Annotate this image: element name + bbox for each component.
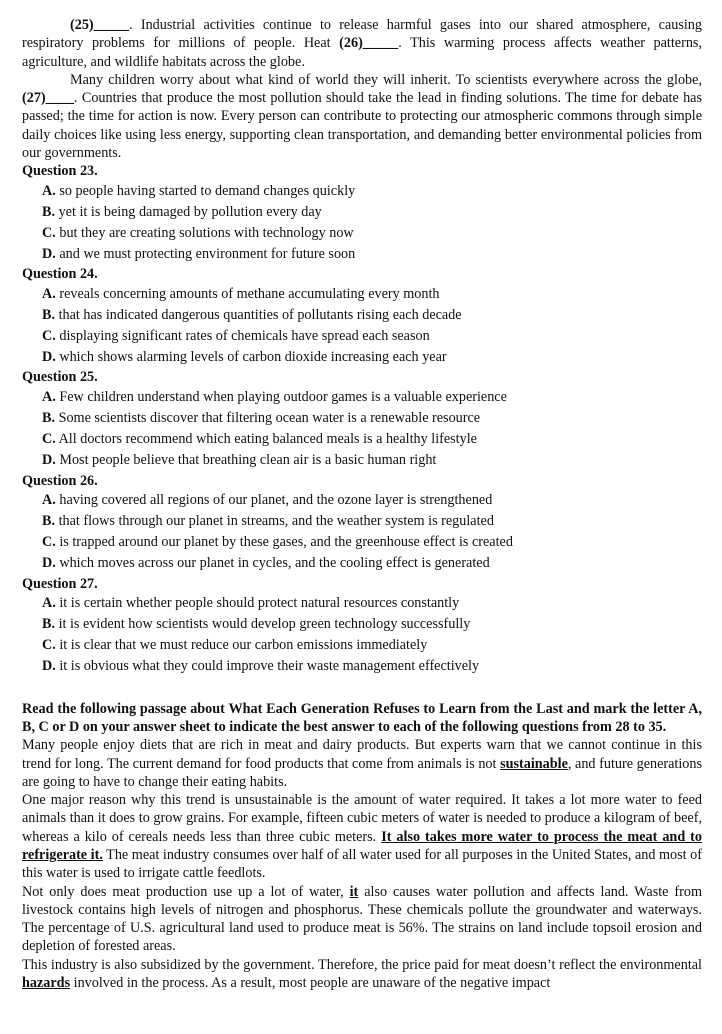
option-text: yet it is being damaged by pollution every day: [58, 203, 322, 220]
option-text: and we must protecting environment for future soon: [59, 246, 356, 263]
passage2-paragraph-2: [22, 791, 702, 882]
answer-option: [22, 284, 702, 305]
option-letter: C.: [42, 534, 56, 551]
question-list: [22, 162, 702, 677]
passage2-p3-text-2: also causes water pollution and affects land. Waste from livestock contains high levels of nitrogen and phosphorus. These chemicals pollute the groundwater and waterways. The percentage of U.S. agricultural land used to produce meat is 56%. The strains on land include topsoil erosion and depletion of forested areas.: [22, 883, 702, 955]
answer-option: [22, 181, 702, 202]
option-text: it is clear that we must reduce our carbon emissions immediately: [59, 637, 428, 654]
passage1-p2-text-2: . Countries that produce the most pollution should take the lead in finding solutions. The time for debate has passed; the time for action is now. Every person can contribute to protecting our atmospheric commons through simple daily choices like using less energy, supporting clean transportation, and demanding better environmental policies from our governments.: [22, 90, 702, 162]
question-title: Question 26.: [22, 472, 98, 489]
underlined-word-sustainable: sustainable: [500, 755, 568, 772]
passage2-p4-text-1: This industry is also subsidized by the government. Therefore, the price paid for meat doesn’t reflect the environmental: [22, 956, 702, 973]
question-title: Question 27.: [22, 575, 98, 592]
answer-option: [22, 408, 702, 429]
answer-option: [22, 450, 702, 471]
passage2-p1-text-1: Many people enjoy diets that are rich in meat and dairy products. But experts warn that we cannot continue in this trend for long. The current demand for food products that come from animals is not: [22, 737, 702, 772]
option-letter: D.: [42, 452, 56, 469]
question-title: Question 24.: [22, 266, 98, 283]
passage2-p3-text-1: Not only does meat production use up a lot of water,: [22, 883, 350, 900]
option-text: that has indicated dangerous quantities of pollutants rising each decade: [58, 306, 462, 323]
option-text: that flows through our planet in streams, and the weather system is regulated: [58, 513, 494, 529]
option-text: reveals concerning amounts of methane accumulating every month: [59, 285, 440, 302]
option-letter: A.: [42, 182, 56, 199]
underlined-sentence: It also takes more water to process the meat and to refrigerate it.: [22, 828, 702, 863]
option-letter: C.: [42, 328, 56, 345]
option-text: so people having started to demand changes quickly: [59, 182, 356, 199]
option-text: it is evident how scientists would develop green technology successfully: [58, 616, 471, 633]
answer-option: [22, 326, 702, 347]
passage2-paragraph-3: [22, 883, 702, 956]
section-gap: [22, 678, 702, 700]
option-text: Most people believe that breathing clean air is a basic human right: [59, 452, 437, 469]
section-instruction: Read the following passage about What Each Generation Refuses to Learn from the Last and mark the letter A, B, C or D on your answer sheet to indicate the best answer to each of the following questions from 28 to 35.: [22, 700, 702, 735]
passage1-p2-text-1: Many children worry about what kind of world they will inherit. To scientists everywhere across the globe,: [70, 71, 702, 88]
answer-option: [22, 511, 702, 532]
passage2-p2-text-2: The meat industry consumes over half of all water used for all purposes in the United States, and most of this water is used to irrigate cattle feedlots.: [22, 846, 702, 882]
option-letter: B.: [42, 616, 56, 633]
option-text: it is obvious what they could improve their waste management effectively: [59, 658, 480, 675]
option-letter: B.: [42, 203, 56, 220]
passage1-p1-text-2: . This warming process affects weather patterns, agriculture, and wildlife habitats across the globe.: [22, 35, 702, 70]
option-letter: D.: [42, 349, 56, 366]
answer-option: [22, 614, 702, 635]
option-letter: B.: [42, 409, 56, 426]
option-text: is trapped around our planet by these gases, and the greenhouse effect is created: [59, 534, 513, 551]
option-text: Some scientists discover that filtering ocean water is a renewable resource: [58, 409, 481, 426]
option-text: but they are creating solutions with technology now: [59, 225, 354, 242]
option-letter: D.: [42, 658, 56, 675]
blank-25: (25)_____: [70, 17, 130, 33]
answer-option: [22, 656, 702, 677]
answer-option: [22, 305, 702, 326]
passage2-paragraph-4: [22, 956, 702, 993]
answer-option: [22, 532, 702, 553]
passage1-paragraph-2: [22, 71, 702, 162]
answer-option: [22, 635, 702, 656]
passage1-paragraph-1: [22, 16, 702, 71]
blank-27: (27)____: [22, 90, 75, 107]
option-letter: A.: [42, 388, 56, 405]
passage2-paragraph-1: [22, 736, 702, 791]
option-text: which moves across our planet in cycles, and the cooling effect is generated: [59, 555, 490, 572]
option-letter: B.: [42, 513, 56, 529]
answer-option: [22, 593, 702, 614]
answer-option: [22, 429, 702, 450]
underlined-word-hazards: hazards: [22, 975, 71, 992]
option-letter: C.: [42, 431, 56, 448]
passage2-p1-text-2: , and future generations are going to have to change their eating habits.: [22, 755, 702, 790]
passage1-p1-text-1: . Industrial activities continue to release harmful gases into our shared atmosphere, causing respiratory problems for millions of people. Heat: [22, 17, 702, 52]
answer-option: [22, 223, 702, 244]
answer-option: [22, 553, 702, 574]
option-letter: A.: [42, 491, 56, 508]
option-letter: D.: [42, 246, 56, 263]
answer-option: [22, 244, 702, 265]
option-letter: A.: [42, 594, 56, 611]
option-text: Few children understand when playing outdoor games is a valuable experience: [59, 388, 507, 405]
blank-26: (26)_____: [339, 35, 399, 52]
passage2-p4-text-2: involved in the process. As a result, most people are unaware of the negative impact: [70, 975, 551, 992]
answer-option: [22, 490, 702, 511]
option-text: All doctors recommend which eating balanced meals is a healthy lifestyle: [58, 431, 477, 448]
option-text: displaying significant rates of chemicals have spread each season: [59, 328, 430, 345]
option-letter: B.: [42, 306, 56, 323]
option-letter: C.: [42, 225, 56, 242]
passage2-p2-text-1: One major reason why this trend is unsustainable is the amount of water required. It takes a lot more water to feed animals than it does to grow grains. For example, fifteen cubic meters of water is needed to produce a kilogram of beef, whereas a kilo of cereals needs less than three cubic meters.: [22, 792, 702, 845]
option-letter: C.: [42, 637, 56, 654]
question-title: Question 23.: [22, 163, 98, 180]
option-text: it is certain whether people should protect natural resources constantly: [59, 594, 460, 611]
question-title: Question 25.: [22, 369, 98, 386]
option-letter: D.: [42, 555, 56, 572]
answer-option: [22, 347, 702, 368]
option-text: which shows alarming levels of carbon dioxide increasing each year: [59, 349, 447, 366]
answer-option: [22, 387, 702, 408]
option-text: having covered all regions of our planet, and the ozone layer is strengthened: [59, 491, 493, 508]
underlined-word-it: it: [349, 883, 359, 900]
answer-option: [22, 202, 702, 223]
option-letter: A.: [42, 285, 56, 302]
